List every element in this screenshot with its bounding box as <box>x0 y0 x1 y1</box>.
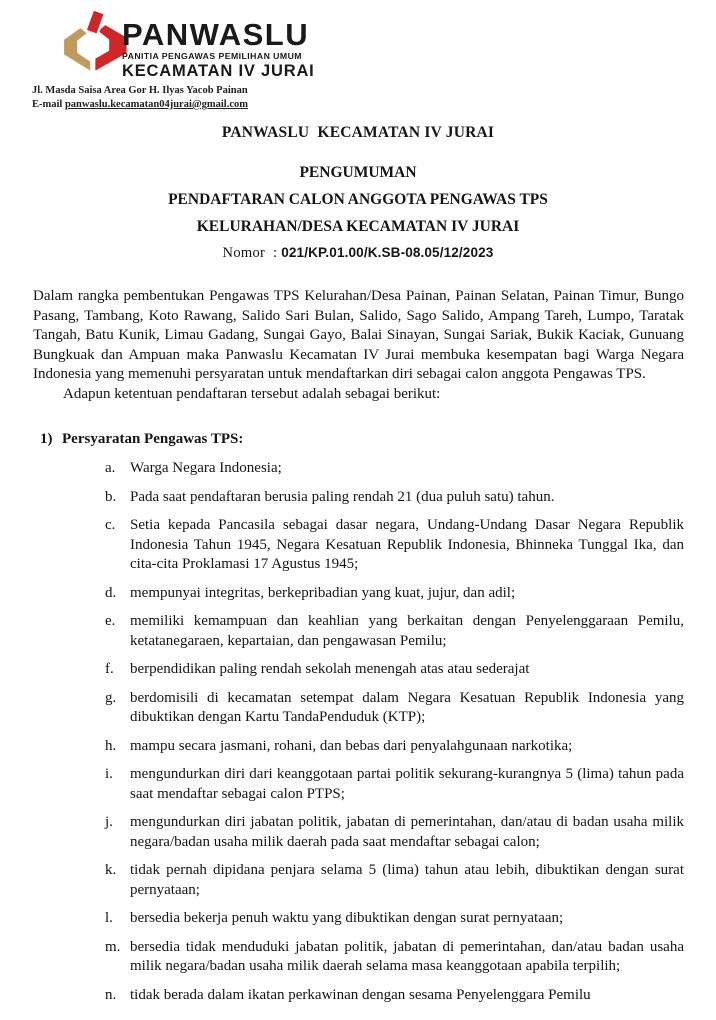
item-label: h. <box>105 737 117 754</box>
requirement-item <box>105 737 684 757</box>
document-org-title: PANWASLU KECAMATAN IV JURAI <box>221 124 495 142</box>
requirement-item <box>105 516 684 575</box>
letterhead <box>0 0 716 111</box>
item-label: e. <box>105 613 116 630</box>
item-label: j. <box>105 814 113 831</box>
item-text: bersedia bekerja penuh waktu yang dibuktikan dengan surat pernyataan; <box>130 910 564 927</box>
logo-title: PANWASLU <box>122 17 310 52</box>
item-text: mampu secara jasmani, rohani, dan bebas dari penyalahgunaan narkotika; <box>130 737 573 754</box>
announcement-title: PENGUMUMAN <box>299 164 417 182</box>
item-label: l. <box>105 910 113 927</box>
item-label: k. <box>105 862 117 879</box>
item-text: mengundurkan diri dari keanggotaan partai politik sekurang-kurangnya 5 (lima) tahun pada saat mendaftar sebagai calon PTPS; <box>130 766 684 802</box>
item-text: mempunyai integritas, berkepribadian yang kuat, jujur, dan adil; <box>130 584 516 601</box>
street-address: Jl. Masda Saisa Area Gor H. Ilyas Yacob Painan <box>32 85 248 97</box>
requirement-item <box>105 861 684 900</box>
logo-subtitle2: KECAMATAN IV JURAI <box>122 61 315 80</box>
item-text: Setia kepada Pancasila sebagai dasar negara, Undang-Undang Dasar Negara Republik Indonesia Tahun 1945, Negara Kesatuan Republik Indonesia, Bhinneka Tunggal Ika, dan cita-cita Proklamasi 17 Agustus 1945; <box>130 517 684 573</box>
item-label: d. <box>105 584 117 601</box>
requirement-item <box>105 938 684 977</box>
requirement-item <box>105 765 684 804</box>
requirement-item <box>105 660 684 680</box>
announcement-subtitle-1: PENDAFTARAN CALON ANGGOTA PENGAWAS TPS <box>168 191 548 209</box>
item-label: b. <box>105 488 117 505</box>
item-label: f. <box>105 661 114 678</box>
document-number-label: Nomor : <box>222 245 282 262</box>
adapun-paragraph: Adapun ketentuan pendaftaran tersebut adalah sebagai berikut: <box>63 385 441 402</box>
requirements-section <box>33 431 684 1005</box>
item-text: bersedia tidak menduduki jabatan politik, jabatan di pemerintahan, dan/atau badan usaha milik negara/badan usaha milik daerah selama masa keanggotaan apabila terpilih; <box>130 938 684 975</box>
document-number-line <box>0 245 716 262</box>
item-text: Pada saat pendaftaran berusia paling rendah 21 (dua puluh satu) tahun. <box>130 488 555 505</box>
body-text <box>33 287 684 404</box>
logo-subtitle: PANITIA PENGAWAS PEMILIHAN UMUM <box>122 51 302 61</box>
item-text: berpendidikan paling rendah sekolah menengah atas atau sederajat <box>130 661 530 678</box>
section-heading <box>33 431 684 448</box>
requirement-item <box>105 986 684 1006</box>
item-text: mengundurkan diri jabatan politik, jabatan di pemerintahan, dan/atau di badan usaha milik negara/badan usaha milik daerah pada saat mendaftar sebagai calon; <box>130 814 684 850</box>
email-link[interactable]: panwaslu.kecamatan04jurai@gmail.com <box>64 98 248 110</box>
section-number: 1) <box>40 431 53 448</box>
requirement-item <box>105 584 684 604</box>
requirement-item <box>105 488 684 508</box>
requirements-list <box>33 459 684 1005</box>
letterhead-contact <box>32 84 716 111</box>
item-label: c. <box>105 517 116 534</box>
logo-left-face <box>63 27 91 73</box>
item-label: a. <box>105 460 116 477</box>
requirement-item <box>105 813 684 852</box>
item-text: tidak berada dalam ikatan perkawinan dengan sesama Penyelenggara Pemilu <box>130 986 591 1003</box>
section-title: Persyaratan Pengawas TPS: <box>62 431 244 448</box>
requirement-item <box>105 689 684 728</box>
item-label: g. <box>105 689 117 706</box>
requirement-item <box>105 909 684 929</box>
email-label: E-mail <box>32 98 65 110</box>
announcement-subtitle-2: KELURAHAN/DESA KECAMATAN IV JURAI <box>196 218 520 236</box>
document-number-value: 021/KP.01.00/K.SB-08.05/12/2023 <box>281 245 494 261</box>
requirement-item <box>105 459 684 479</box>
item-text: berdomisili di kecamatan setempat dalam Negara Kesatuan Republik Indonesia yang dibuktikan dengan Kartu TandaPenduduk (KTP); <box>130 689 684 726</box>
item-label: i. <box>105 766 113 783</box>
requirement-item <box>105 612 684 651</box>
item-text: tidak pernah dipidana penjara selama 5 (lima) tahun atau lebih, dibuktikan dengan surat pernyataan; <box>130 862 684 898</box>
item-label: m. <box>105 938 121 955</box>
logo-text <box>122 19 315 79</box>
item-text: memiliki kemampuan dan keahlian yang berkaitan dengan Penyelenggaraan Pemilu, ketatanegaraen, kepartaian, dan pengawasan Pemilu; <box>130 613 684 649</box>
item-text: Warga Negara Indonesia; <box>130 460 282 477</box>
item-label: n. <box>105 986 117 1003</box>
intro-paragraph: Dalam rangka pembentukan Pengawas TPS Kelurahan/Desa Painan, Painan Selatan, Painan Timur, Bungo Pasang, Tambang, Koto Rawang, Salido Sari Bulan, Salido, Sago Salido, Ampang Tareh, Lumpo, Taratak Tangah, Batu Kunik, Limau Gadang, Sungai Gayo, Balai Sinayan, Sungai Sariak, Bukik Kaciak, Gunuang Bungkuak dan Ampuan maka Panwaslu Kecamatan IV Jurai membuka kesempatan bagi Warga Negara Indonesia yang memenuhi persyaratan untuk mendaftarkan diri sebagai calon anggota Pengawas TPS. <box>33 288 684 383</box>
email-line <box>32 98 716 112</box>
